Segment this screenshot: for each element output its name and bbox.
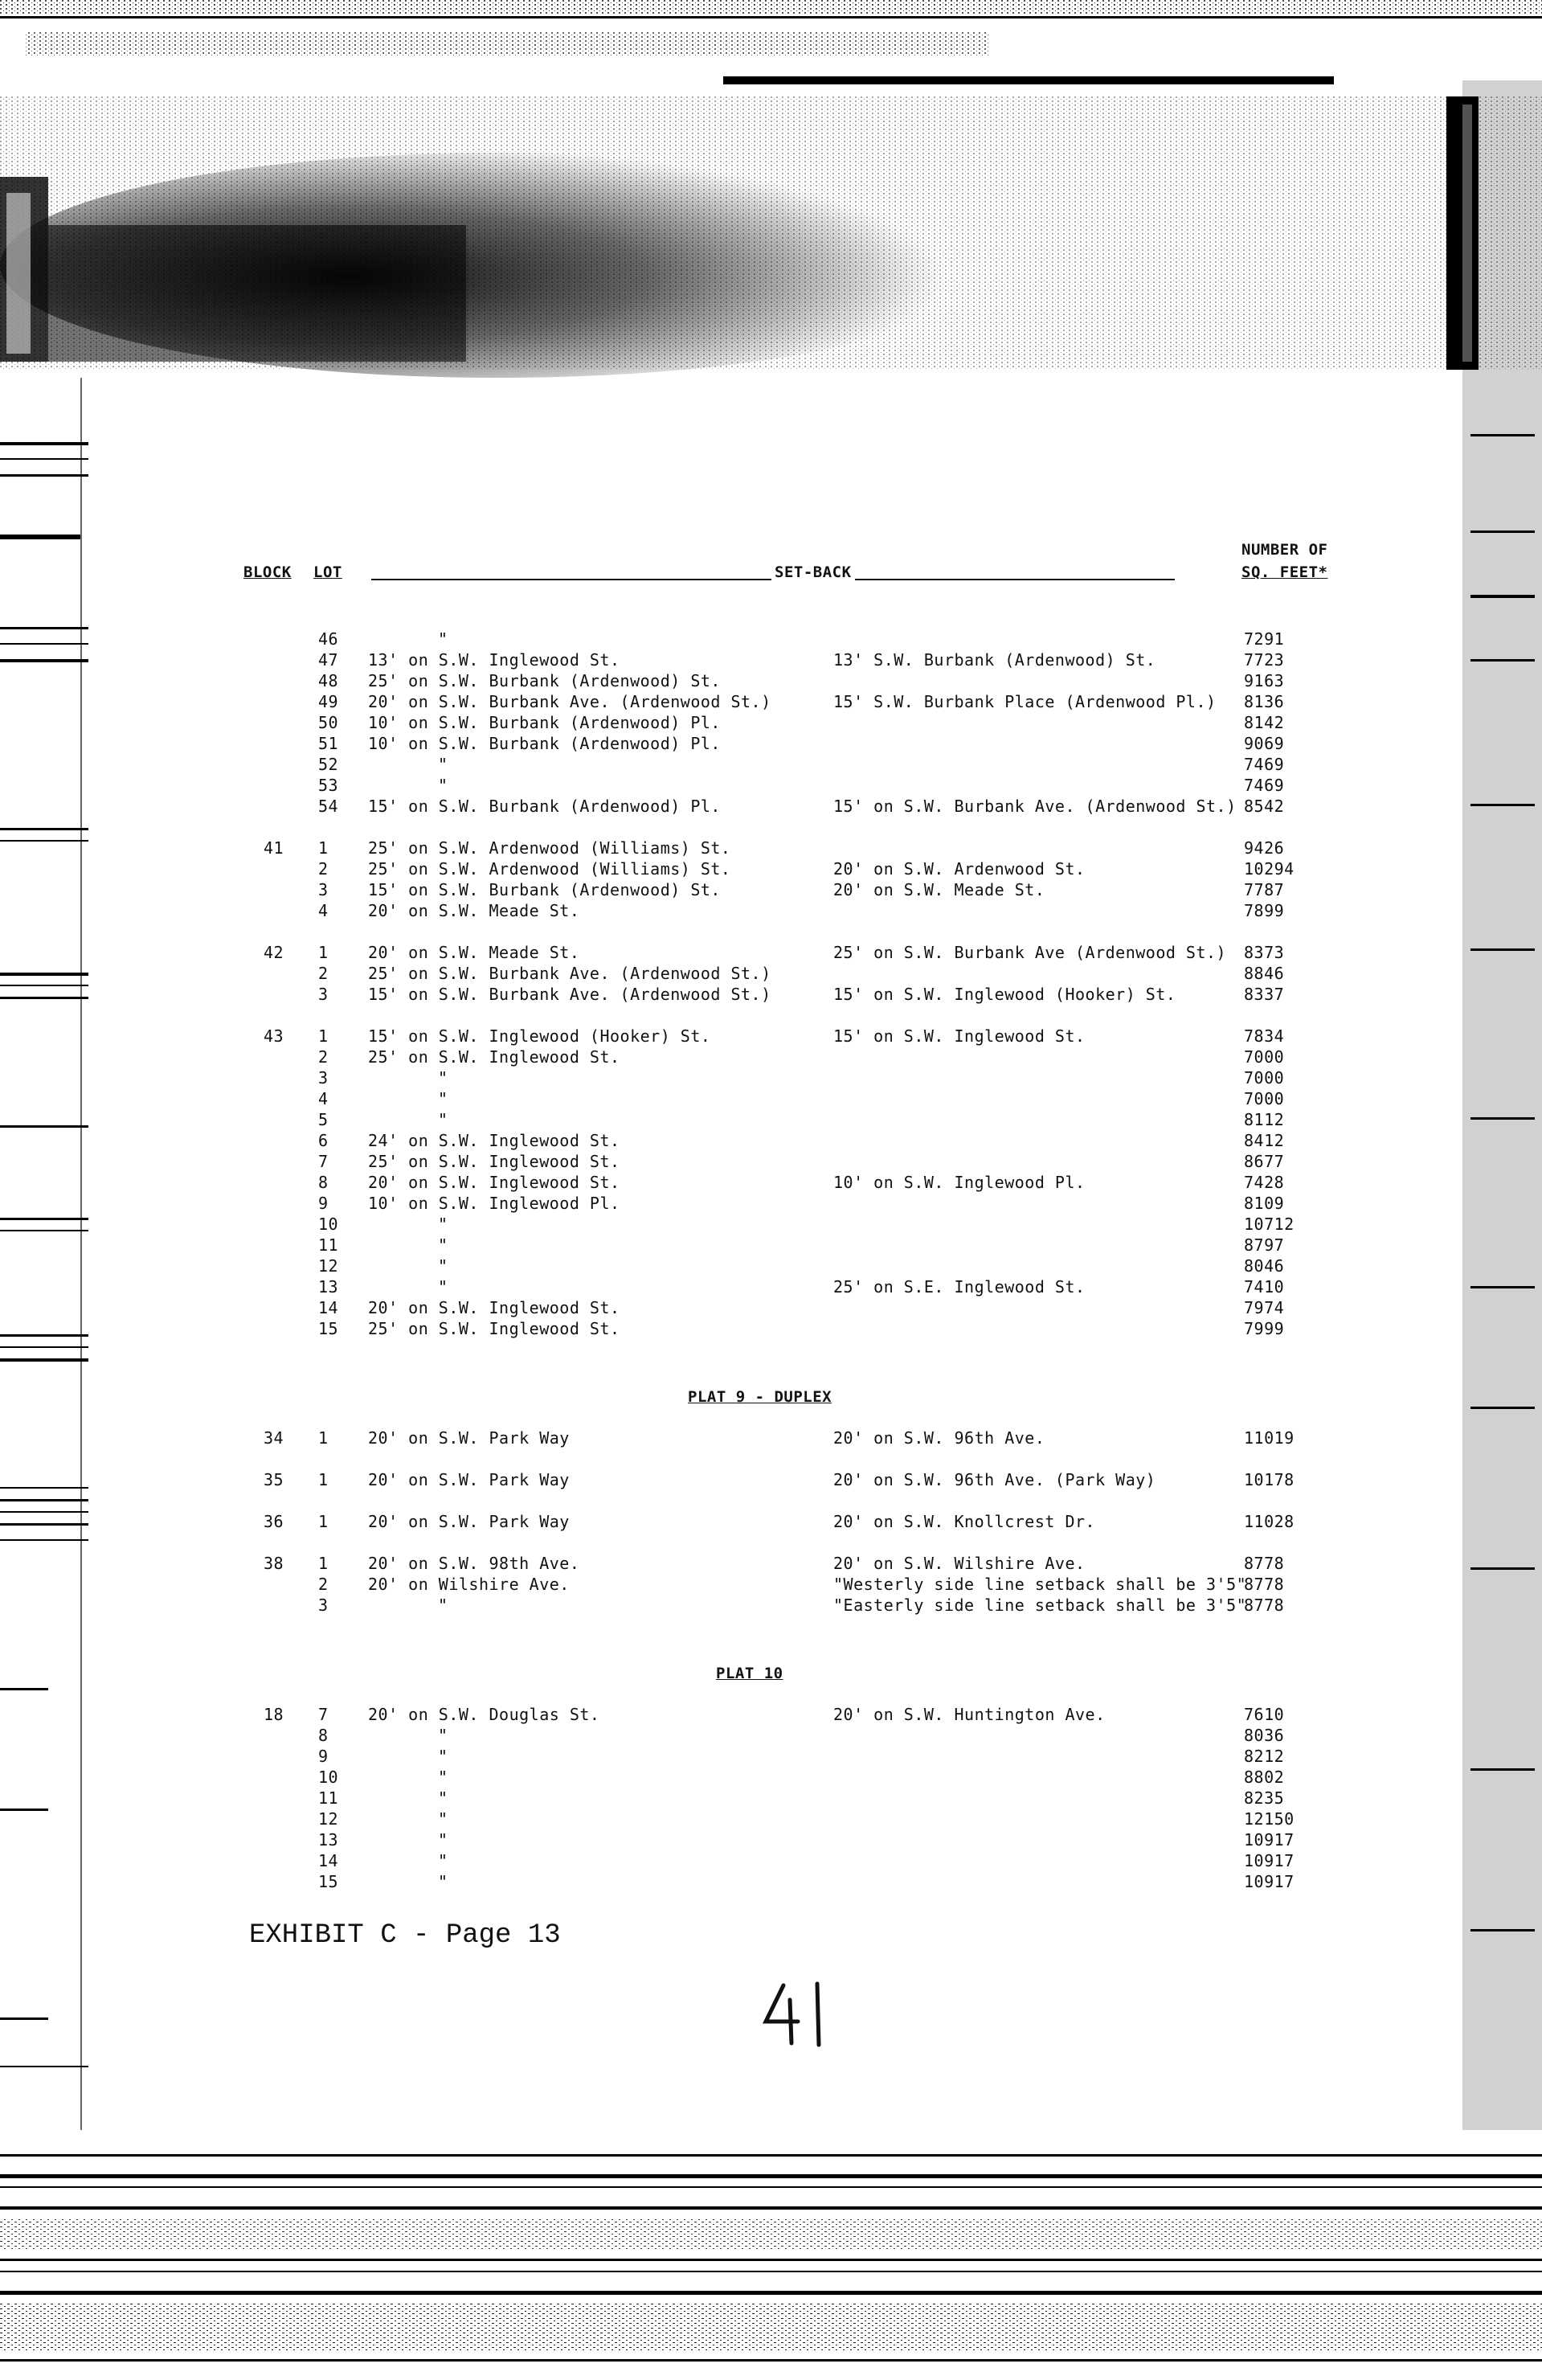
- block-cell: 18: [264, 1705, 284, 1724]
- sqft-cell: 8542: [1244, 797, 1285, 816]
- lot-cell: 47: [318, 650, 339, 670]
- sqft-cell: 7469: [1244, 755, 1285, 774]
- setback-primary-cell: 25' on S.W. Inglewood St.: [368, 1152, 620, 1171]
- setback-primary-cell: 20' on S.W. Meade St.: [368, 943, 580, 962]
- sqft-cell: 8136: [1244, 692, 1285, 711]
- setback-secondary-cell: 20' on S.W. Ardenwood St.: [833, 859, 1086, 879]
- header-block: BLOCK: [243, 563, 292, 581]
- setback-primary-cell: ": [438, 1235, 448, 1255]
- lot-cell: 46: [318, 629, 339, 649]
- setback-primary-cell: 10' on S.W. Burbank (Ardenwood) Pl.: [368, 713, 721, 732]
- lot-cell: 12: [318, 1256, 339, 1276]
- sqft-cell: 9069: [1244, 734, 1285, 753]
- lot-cell: 2: [318, 1047, 329, 1067]
- lot-cell: 3: [318, 1596, 329, 1615]
- setback-primary-cell: 13' on S.W. Inglewood St.: [368, 650, 620, 670]
- setback-secondary-cell: 20' on S.W. Huntington Ave.: [833, 1705, 1106, 1724]
- setback-secondary-cell: "Westerly side line setback shall be 3'5": [833, 1575, 1247, 1594]
- sqft-cell: 7723: [1244, 650, 1285, 670]
- sqft-cell: 7000: [1244, 1047, 1285, 1067]
- sqft-cell: 7974: [1244, 1298, 1285, 1317]
- sqft-cell: 7899: [1244, 901, 1285, 920]
- sqft-cell: 8778: [1244, 1596, 1285, 1615]
- setback-secondary-cell: 15' on S.W. Inglewood St.: [833, 1026, 1086, 1046]
- setback-primary-cell: 15' on S.W. Burbank (Ardenwood) St.: [368, 880, 721, 899]
- setback-primary-cell: 20' on S.W. Douglas St.: [368, 1705, 600, 1724]
- setback-primary-cell: ": [438, 1872, 448, 1891]
- setback-secondary-cell: "Easterly side line setback shall be 3'5": [833, 1596, 1247, 1615]
- lot-cell: 5: [318, 1110, 329, 1129]
- sqft-cell: 7834: [1244, 1026, 1285, 1046]
- setback-primary-cell: 25' on S.W. Burbank Ave. (Ardenwood St.): [368, 964, 771, 983]
- setback-primary-cell: 25' on S.W. Ardenwood (Williams) St.: [368, 838, 731, 858]
- setback-primary-cell: ": [438, 1768, 448, 1787]
- header-sq-feet: SQ. FEET*: [1241, 563, 1328, 581]
- sqft-cell: 8677: [1244, 1152, 1285, 1171]
- lot-cell: 14: [318, 1851, 339, 1870]
- sqft-cell: 8778: [1244, 1554, 1285, 1573]
- sqft-cell: 8112: [1244, 1110, 1285, 1129]
- sqft-cell: 11019: [1244, 1428, 1295, 1448]
- block-cell: 43: [264, 1026, 284, 1046]
- lot-cell: 15: [318, 1872, 339, 1891]
- lot-cell: 7: [318, 1705, 329, 1724]
- plat10-title: PLAT 10: [716, 1665, 783, 1682]
- lot-cell: 8: [318, 1726, 329, 1745]
- lot-cell: 15: [318, 1319, 339, 1338]
- lot-cell: 11: [318, 1788, 339, 1808]
- setback-primary-cell: 25' on S.W. Burbank (Ardenwood) St.: [368, 671, 721, 690]
- setback-secondary-cell: 15' on S.W. Burbank Ave. (Ardenwood St.): [833, 797, 1237, 816]
- lot-cell: 7: [318, 1152, 329, 1171]
- setback-secondary-cell: 25' on S.E. Inglewood St.: [833, 1277, 1086, 1297]
- setback-primary-cell: ": [438, 1851, 448, 1870]
- lot-cell: 2: [318, 964, 329, 983]
- header-lot: LOT: [313, 563, 342, 581]
- lot-cell: 49: [318, 692, 339, 711]
- setback-secondary-cell: 13' S.W. Burbank (Ardenwood) St.: [833, 650, 1156, 670]
- setback-secondary-cell: 20' on S.W. Knollcrest Dr.: [833, 1512, 1096, 1531]
- setback-secondary-cell: 15' S.W. Burbank Place (Ardenwood Pl.): [833, 692, 1217, 711]
- setback-secondary-cell: 20' on S.W. Meade St.: [833, 880, 1045, 899]
- setback-primary-cell: 20' on S.W. 98th Ave.: [368, 1554, 580, 1573]
- setback-primary-cell: 10' on S.W. Inglewood Pl.: [368, 1194, 620, 1213]
- setback-primary-cell: 25' on S.W. Ardenwood (Williams) St.: [368, 859, 731, 879]
- setback-primary-cell: ": [438, 1277, 448, 1297]
- sqft-cell: 7428: [1244, 1173, 1285, 1192]
- exhibit-footer: EXHIBIT C - Page 13: [249, 1920, 561, 1951]
- setback-primary-cell: ": [438, 1596, 448, 1615]
- setback-secondary-cell: 20' on S.W. 96th Ave. (Park Way): [833, 1470, 1156, 1489]
- lot-cell: 48: [318, 671, 339, 690]
- setback-primary-cell: ": [438, 1788, 448, 1808]
- setback-secondary-cell: 20' on S.W. Wilshire Ave.: [833, 1554, 1086, 1573]
- lot-cell: 4: [318, 901, 329, 920]
- sqft-cell: 10178: [1244, 1470, 1295, 1489]
- setback-secondary-cell: 25' on S.W. Burbank Ave (Ardenwood St.): [833, 943, 1227, 962]
- lot-cell: 8: [318, 1173, 329, 1192]
- sqft-cell: 7610: [1244, 1705, 1285, 1724]
- setback-primary-cell: 15' on S.W. Burbank Ave. (Ardenwood St.): [368, 985, 771, 1004]
- lot-cell: 52: [318, 755, 339, 774]
- lot-cell: 1: [318, 943, 329, 962]
- sqft-cell: 8337: [1244, 985, 1285, 1004]
- lot-cell: 2: [318, 1575, 329, 1594]
- setback-primary-cell: 20' on S.W. Burbank Ave. (Ardenwood St.): [368, 692, 771, 711]
- lot-cell: 9: [318, 1747, 329, 1766]
- sqft-cell: 10917: [1244, 1830, 1295, 1850]
- setback-primary-cell: 20' on S.W. Park Way: [368, 1428, 570, 1448]
- sqft-cell: 8109: [1244, 1194, 1285, 1213]
- block-cell: 38: [264, 1554, 284, 1573]
- lot-cell: 51: [318, 734, 339, 753]
- setback-secondary-cell: 15' on S.W. Inglewood (Hooker) St.: [833, 985, 1176, 1004]
- lot-cell: 1: [318, 1554, 329, 1573]
- lot-cell: 1: [318, 1512, 329, 1531]
- sqft-cell: 7410: [1244, 1277, 1285, 1297]
- header-number-of: NUMBER OF: [1241, 541, 1328, 559]
- lot-cell: 9: [318, 1194, 329, 1213]
- lot-cell: 14: [318, 1298, 339, 1317]
- setback-primary-cell: 20' on Wilshire Ave.: [368, 1575, 570, 1594]
- setback-primary-cell: ": [438, 1089, 448, 1108]
- plat9-title: PLAT 9 - DUPLEX: [688, 1388, 832, 1406]
- setback-primary-cell: ": [438, 1215, 448, 1234]
- setback-primary-cell: ": [438, 1747, 448, 1766]
- setback-primary-cell: ": [438, 1068, 448, 1088]
- lot-cell: 13: [318, 1830, 339, 1850]
- sqft-cell: 8412: [1244, 1131, 1285, 1150]
- sqft-cell: 12150: [1244, 1809, 1295, 1829]
- block-cell: 36: [264, 1512, 284, 1531]
- setback-primary-cell: ": [438, 1809, 448, 1829]
- setback-primary-cell: 25' on S.W. Inglewood St.: [368, 1047, 620, 1067]
- sqft-cell: 8797: [1244, 1235, 1285, 1255]
- sqft-cell: 7787: [1244, 880, 1285, 899]
- setback-primary-cell: 20' on S.W. Park Way: [368, 1470, 570, 1489]
- lot-cell: 54: [318, 797, 339, 816]
- sqft-cell: 8778: [1244, 1575, 1285, 1594]
- block-cell: 41: [264, 838, 284, 858]
- lot-cell: 1: [318, 1428, 329, 1448]
- sqft-cell: 10917: [1244, 1872, 1295, 1891]
- sqft-cell: 7469: [1244, 776, 1285, 795]
- block-cell: 42: [264, 943, 284, 962]
- lot-cell: 50: [318, 713, 339, 732]
- setback-primary-cell: 20' on S.W. Meade St.: [368, 901, 580, 920]
- sqft-cell: 10294: [1244, 859, 1295, 879]
- lot-cell: 53: [318, 776, 339, 795]
- setback-primary-cell: 20' on S.W. Inglewood St.: [368, 1298, 620, 1317]
- sqft-cell: 7000: [1244, 1068, 1285, 1088]
- lot-cell: 3: [318, 985, 329, 1004]
- setback-primary-cell: ": [438, 1830, 448, 1850]
- setback-primary-cell: ": [438, 1726, 448, 1745]
- setback-primary-cell: 15' on S.W. Burbank (Ardenwood) Pl.: [368, 797, 721, 816]
- setback-primary-cell: 10' on S.W. Burbank (Ardenwood) Pl.: [368, 734, 721, 753]
- setback-secondary-cell: 10' on S.W. Inglewood Pl.: [833, 1173, 1086, 1192]
- sqft-cell: 10917: [1244, 1851, 1295, 1870]
- sqft-cell: 8846: [1244, 964, 1285, 983]
- lot-cell: 10: [318, 1768, 339, 1787]
- setback-primary-cell: 20' on S.W. Inglewood St.: [368, 1173, 620, 1192]
- lot-cell: 1: [318, 1026, 329, 1046]
- setback-primary-cell: ": [438, 1110, 448, 1129]
- setback-primary-cell: ": [438, 776, 448, 795]
- setback-primary-cell: 20' on S.W. Park Way: [368, 1512, 570, 1531]
- lot-cell: 3: [318, 1068, 329, 1088]
- sqft-cell: 8212: [1244, 1747, 1285, 1766]
- lot-cell: 10: [318, 1215, 339, 1234]
- sqft-cell: 8235: [1244, 1788, 1285, 1808]
- sqft-cell: 9163: [1244, 671, 1285, 690]
- lot-cell: 2: [318, 859, 329, 879]
- sqft-cell: 7999: [1244, 1319, 1285, 1338]
- setback-primary-cell: 24' on S.W. Inglewood St.: [368, 1131, 620, 1150]
- setback-secondary-cell: 20' on S.W. 96th Ave.: [833, 1428, 1045, 1448]
- setback-primary-cell: 25' on S.W. Inglewood St.: [368, 1319, 620, 1338]
- sqft-cell: 7291: [1244, 629, 1285, 649]
- lot-cell: 3: [318, 880, 329, 899]
- header-setback: SET-BACK: [771, 563, 855, 582]
- lot-cell: 11: [318, 1235, 339, 1255]
- block-cell: 34: [264, 1428, 284, 1448]
- sqft-cell: 10712: [1244, 1215, 1295, 1234]
- setback-primary-cell: ": [438, 755, 448, 774]
- block-cell: 35: [264, 1470, 284, 1489]
- sqft-cell: 8802: [1244, 1768, 1285, 1787]
- sqft-cell: 11028: [1244, 1512, 1295, 1531]
- setback-primary-cell: 15' on S.W. Inglewood (Hooker) St.: [368, 1026, 711, 1046]
- lot-cell: 12: [318, 1809, 339, 1829]
- sqft-cell: 8046: [1244, 1256, 1285, 1276]
- setback-primary-cell: ": [438, 629, 448, 649]
- sqft-cell: 8142: [1244, 713, 1285, 732]
- setback-primary-cell: ": [438, 1256, 448, 1276]
- sqft-cell: 8036: [1244, 1726, 1285, 1745]
- lot-cell: 1: [318, 1470, 329, 1489]
- lot-cell: 6: [318, 1131, 329, 1150]
- sqft-cell: 9426: [1244, 838, 1285, 858]
- lot-cell: 13: [318, 1277, 339, 1297]
- sqft-cell: 8373: [1244, 943, 1285, 962]
- handwritten-page-number: [759, 1977, 856, 2050]
- lot-cell: 4: [318, 1089, 329, 1108]
- sqft-cell: 7000: [1244, 1089, 1285, 1108]
- lot-cell: 1: [318, 838, 329, 858]
